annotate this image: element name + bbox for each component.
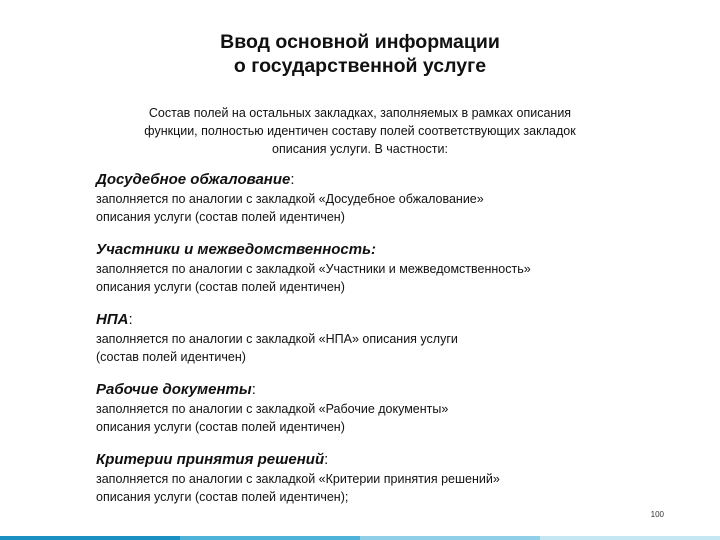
section-heading-text: Рабочие документы xyxy=(96,381,252,398)
section-heading-text: Досудебное обжалование xyxy=(96,171,291,188)
section-body-line-1: заполняется по аналогии с закладкой «Рабочие документы» xyxy=(96,402,449,416)
title-line-1: Ввод основной информации xyxy=(220,31,500,53)
section-body-line-1: заполняется по аналогии с закладкой «Критерии принятия решений» xyxy=(96,472,500,486)
intro-line-3: описания услуги. В частности: xyxy=(272,142,448,156)
section-heading-text: НПА xyxy=(96,311,129,328)
section-body xyxy=(96,471,696,506)
section-appeal xyxy=(96,170,696,226)
section-heading-punct: : xyxy=(324,451,329,468)
section-body xyxy=(96,331,696,366)
section-decision-criteria xyxy=(96,450,696,506)
section-body-line-1: заполняется по аналогии с закладкой «Участники и межведомственность» xyxy=(96,262,531,276)
section-body-line-1: заполняется по аналогии с закладкой «Досудебное обжалование» xyxy=(96,192,484,206)
section-body-line-1: заполняется по аналогии с закладкой «НПА» описания услуги xyxy=(96,332,458,346)
page-number: 100 xyxy=(650,510,664,519)
section-body xyxy=(96,261,696,296)
intro-paragraph xyxy=(100,104,620,158)
section-heading-punct: : xyxy=(251,381,256,398)
intro-line-1: Состав полей на остальных закладках, заполняемых в рамках описания xyxy=(148,106,572,120)
section-body-line-2: описания услуги (состав полей идентичен) xyxy=(96,279,345,294)
title-line-2: о государственной услуге xyxy=(233,55,487,77)
section-heading-punct: : xyxy=(128,311,133,328)
page-title xyxy=(0,30,720,78)
section-body-line-2: описания услуги (состав полей идентичен) xyxy=(96,419,345,434)
bottom-bar-segment xyxy=(0,536,180,540)
section-work-documents xyxy=(96,380,696,436)
section-body xyxy=(96,191,696,226)
bottom-bar-segment xyxy=(540,536,720,540)
section-body-line-2: описания услуги (состав полей идентичен) xyxy=(96,209,345,224)
section-heading xyxy=(96,380,696,399)
bottom-bar-segment xyxy=(180,536,360,540)
section-heading-text: Критерии принятия решений xyxy=(96,451,325,468)
bottom-color-bar xyxy=(0,536,720,540)
intro-line-2: функции, полностью идентичен составу полей соответствующих закладок xyxy=(144,124,576,138)
section-heading xyxy=(96,450,696,469)
section-body xyxy=(96,401,696,436)
section-heading xyxy=(96,170,696,189)
section-body-line-2: (состав полей идентичен) xyxy=(96,349,246,364)
section-heading-text: Участники и межведомственность: xyxy=(96,241,377,258)
section-heading xyxy=(96,240,696,259)
section-npa xyxy=(96,310,696,366)
bottom-bar-segment xyxy=(360,536,540,540)
section-heading-punct: : xyxy=(290,171,295,188)
section-body-line-2: описания услуги (состав полей идентичен); xyxy=(96,489,349,504)
section-participants xyxy=(96,240,696,296)
section-heading xyxy=(96,310,696,329)
